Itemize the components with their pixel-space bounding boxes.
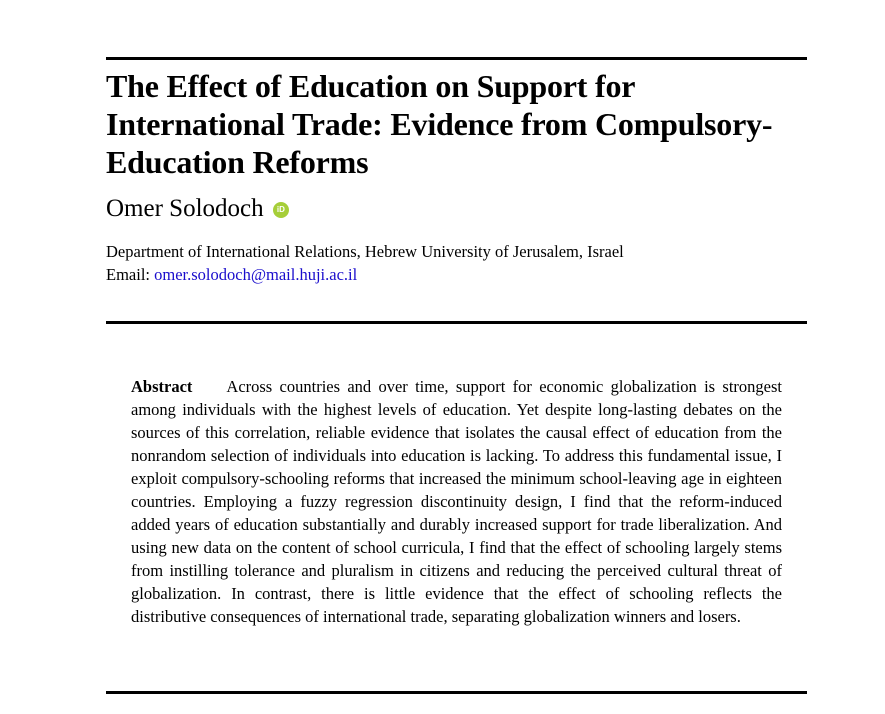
orcid-icon[interactable]: iD [273, 202, 289, 218]
email-link[interactable]: omer.solodoch@mail.huji.ac.il [154, 265, 358, 284]
affiliation: Department of International Relations, Hebrew University of Jerusalem, Israel [106, 242, 624, 261]
author-line [106, 193, 289, 225]
email-line [106, 264, 357, 286]
abstract-text: Across countries and over time, support for economic globalization is strongest among individuals with the highest levels of education. Yet despite long-lasting debates on the sources of this correlation, reliable evidence that isolates the causal effect of education from the nonrandom selection of individuals into education is lacking. To address this fundamental issue, I exploit compulsory-schooling reforms that increased the minimum school-leaving age in eighteen countries. Employing a fuzzy regression discontinuity design, I find that the reform-induced added years of education substantially and durably increased support for trade liberalization. And using new data on the content of school curricula, I find that the effect of schooling largely stems from instilling tolerance and pluralism in citizens and reducing the perceived cultural threat of globalization. In contrast, there is little evidence that the effect of schooling reflects the distributive consequences of international trade, separating globalization winners and losers. [131, 377, 782, 626]
abstract-label: Abstract [131, 377, 193, 396]
paper-title: The Effect of Education on Support for International Trade: Evidence from Compulsory-Education Reforms [106, 68, 773, 180]
top-rule [106, 57, 807, 60]
author-name: Omer Solodoch [106, 195, 264, 222]
abstract [131, 375, 782, 628]
bottom-rule [106, 691, 807, 694]
middle-rule [106, 321, 807, 324]
email-label: Email: [106, 265, 150, 284]
